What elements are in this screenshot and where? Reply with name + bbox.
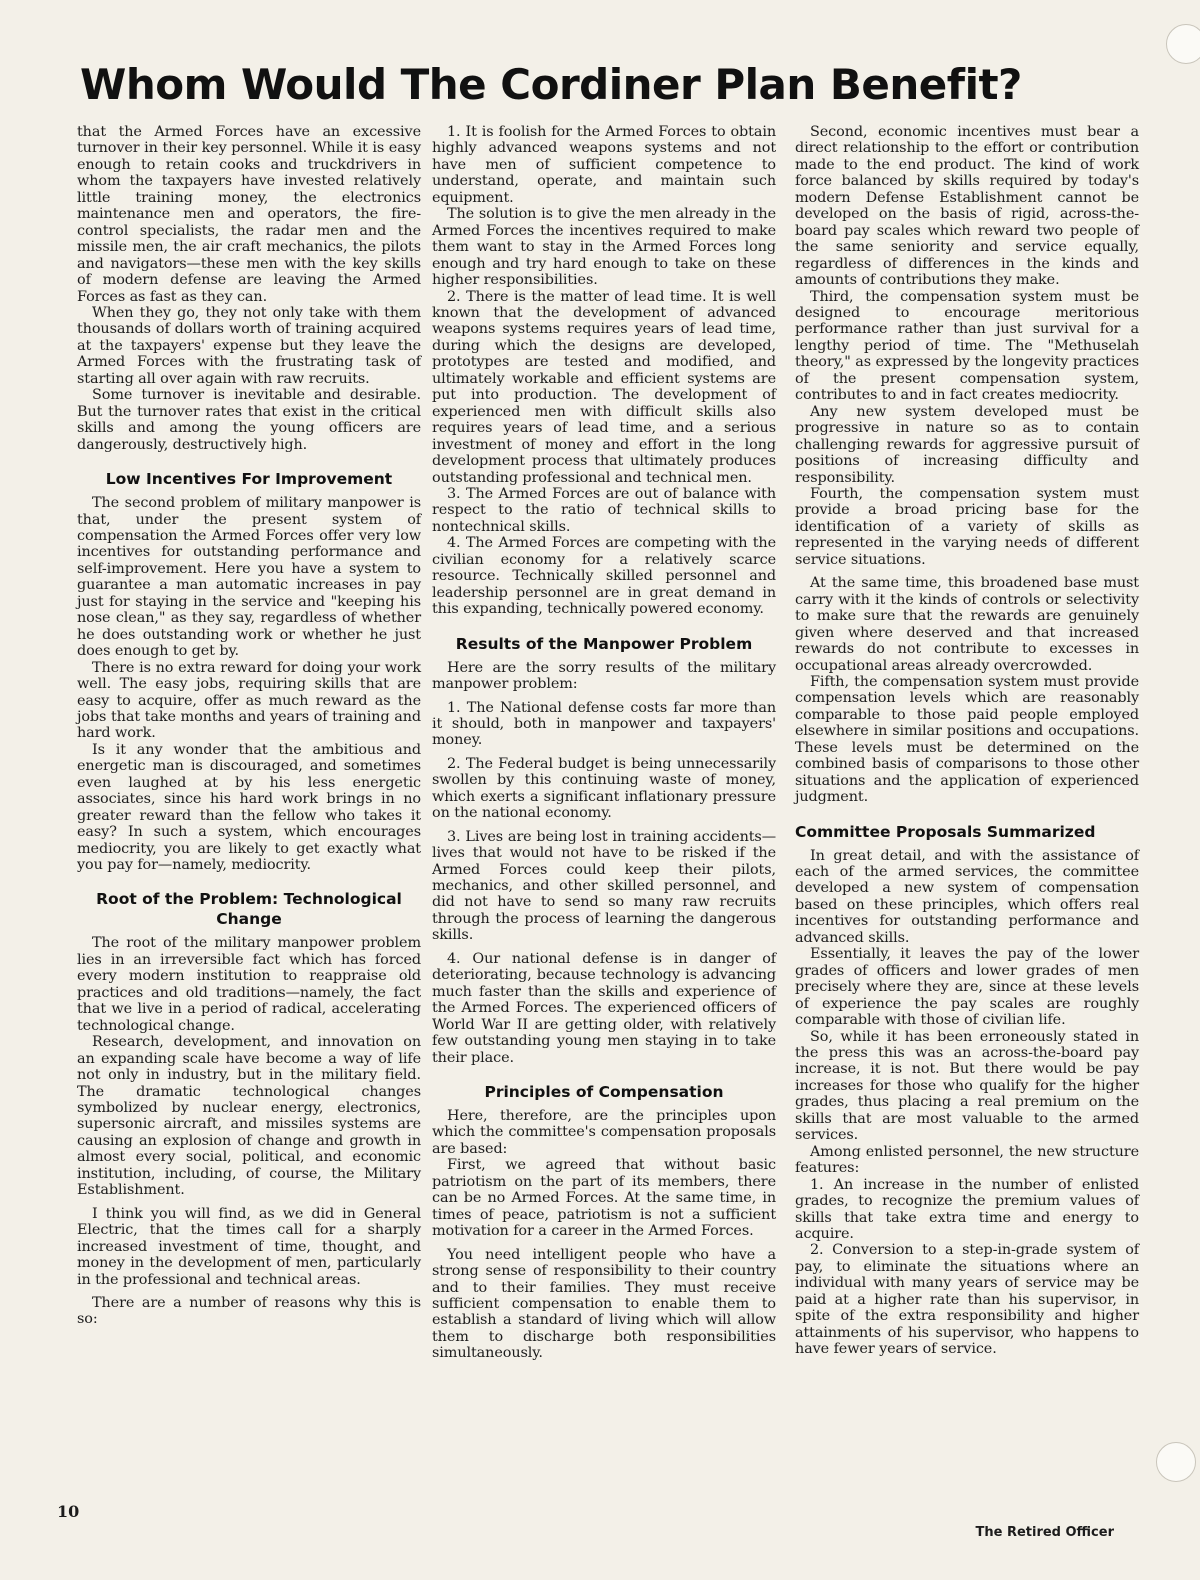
paragraph: Fourth, the compensation system must provide a broad pricing base for the identification of a variety of skills as represented in the varying needs of different service situations. — [795, 485, 1139, 568]
paragraph: Any new system developed must be progressive in nature so as to contain challenging rewards for aggressive pursuit of positions of increasing difficulty and responsibility. — [795, 403, 1139, 486]
paragraph: The solution is to give the men already in the Armed Forces the incentives required to make them want to stay in the Armed Forces long enough and try hard enough to take on these higher responsibilities. — [432, 206, 776, 289]
paragraph: 4. The Armed Forces are competing with the civilian economy for a relatively scarce resource. Technically skilled personnel and leadership personnel are in great demand in this expanding, technically powered economy. — [432, 535, 776, 618]
paragraph: 2. Conversion to a step-in-grade system of pay, to eliminate the situations where an individual with many years of service may be paid at a higher rate than his supervisor, in spite of the extra responsibility and higher attainments of his supervisor, who happens to have fewer years of service. — [795, 1242, 1139, 1358]
paragraph: Third, the compensation system must be designed to encourage meritorious performance rather than just survival for a lengthy period of time. The "Methuselah theory," as expressed by the longevity practices of the present compensation system, contributes to and in fact creates mediocrity. — [795, 288, 1139, 404]
paragraph: Some turnover is inevitable and desirable. But the turnover rates that exist in the critical skills and among the young officers are dangerously, destructively high. — [77, 387, 421, 453]
paragraph: Here are the sorry results of the military manpower problem: — [432, 659, 776, 693]
paragraph: 2. There is the matter of lead time. It is well known that the development of advanced weapons systems requires years of lead time, during which the designs are developed, prototypes are tested and modified, and ultimately workable and efficient systems are put into production. The development of experienced men with difficult skills also requires years of lead time, and a serious investment of money and effort in the long development process that ultimately produces outstanding professional and technical men. — [432, 288, 776, 486]
publication-name: The Retired Officer — [975, 1525, 1114, 1540]
paragraph: There is no extra reward for doing your work well. The easy jobs, requiring skills that are easy to acquire, offer as much reward as the jobs that take months and years of training and hard work. — [77, 659, 421, 742]
paragraph: When they go, they not only take with them thousands of dollars worth of training acquired at the taxpayers' expense but they leave the Armed Forces with the frustrating task of starting all over again with raw recruits. — [77, 304, 421, 387]
section-heading: Principles of Compensation — [484, 1083, 724, 1102]
paragraph: that the Armed Forces have an excessive turnover in their key personnel. While it is easy enough to retain cooks and truckdrivers in whom the taxpayers have invested relatively little training money, the electronics maintenance men and operators, the fire-control specialists, the radar men and the missile men, the air craft mechanics, the pilots and navigators—these men with the key skills of modern defense are leaving the Armed Forces as fast as they can. — [77, 124, 421, 305]
paragraph: The root of the military manpower problem lies in an irreversible fact which has forced every modern institution to reappraise old practices and old traditions—namely, the fact that we live in a period of radical, accelerating technological change. — [77, 935, 421, 1034]
text-column-3 — [795, 124, 1139, 1358]
paragraph: I think you will find, as we did in General Electric, that the times call for a sharply increased investment of time, thought, and money in the development of men, particularly in the professional and technical areas. — [77, 1205, 421, 1288]
section-heading: Low Incentives For Improvement — [105, 470, 393, 489]
page-number: 10 — [57, 1502, 80, 1521]
text-column-1 — [77, 124, 421, 1328]
paragraph: 1. It is foolish for the Armed Forces to obtain highly advanced weapons systems and not have men of sufficient competence to understand, operate, and maintain such equipment. — [432, 124, 776, 206]
paragraph: Second, economic incentives must bear a direct relationship to the effort or contribution made to the end product. The kind of work force balanced by skills required by today's modern Defense Establishment cannot be developed on the basis of rigid, across-the-board pay scales which reward two people of the same seniority and service equally, regardless of differences in the kinds and amounts of contributions they make. — [795, 124, 1139, 289]
paragraph: 1. An increase in the number of enlisted grades, to recognize the premium values of skills that take extra time and energy to acquire. — [795, 1176, 1139, 1242]
paragraph: 4. Our national defense is in danger of deteriorating, because technology is advancing much faster than the skills and experience of the Armed Forces. The experienced officers of World War II are getting older, with relatively few outstanding young men staying in to take their place. — [432, 950, 776, 1066]
paragraph: Essentially, it leaves the pay of the lower grades of officers and lower grades of men precisely where they are, since at these levels of experience the pay scales are roughly comparable with those of civilian life. — [795, 946, 1139, 1029]
paragraph: 3. The Armed Forces are out of balance with respect to the ratio of technical skills to nontechnical skills. — [432, 485, 776, 535]
paragraph: First, we agreed that without basic patriotism on the part of its members, there can be no Armed Forces. At the same time, in times of peace, patriotism is not a sufficient motivation for a career in the Armed Forces. — [432, 1157, 776, 1240]
paragraph: Among enlisted personnel, the new structure features: — [795, 1143, 1139, 1177]
punch-hole — [1166, 24, 1200, 64]
paragraph: The second problem of military manpower is that, under the present system of compensation the Armed Forces offer very low incentives for outstanding performance and self-improvement. Here you have a system to guarantee a man automatic increases in pay just for staying in the service and "keeping his nose clean," as they say, regardless of whether he does outstanding work or whether he just does enough to get by. — [77, 495, 421, 660]
paragraph: There are a number of reasons why this is so: — [77, 1295, 421, 1328]
paragraph: 1. The National defense costs far more than it should, both in manpower and taxpayers' money. — [432, 699, 776, 749]
paragraph: 2. The Federal budget is being unnecessarily swollen by this continuing waste of money, which exerts a significant inflationary pressure on the national economy. — [432, 755, 776, 822]
paragraph: You need intelligent people who have a strong sense of responsibility to their country and to their families. They must receive sufficient compensation to enable them to establish a standard of living which will allow them to discharge both responsibilities simultaneously. — [432, 1246, 776, 1362]
paragraph: In great detail, and with the assistance of each of the armed services, the committee developed a new system of compensation based on these principles, which offers real incentives for outstanding performance and advanced skills. — [795, 847, 1139, 946]
paragraph: So, while it has been erroneously stated in the press this was an across-the-board pay increase, it is not. But there would be pay increases for those who qualify for the higher grades, thus placing a real premium on the skills that are most valuable to the armed services. — [795, 1028, 1139, 1144]
paragraph: 3. Lives are being lost in training accidents—lives that would not have to be risked if the Armed Forces could keep their pilots, mechanics, and other skilled personnel, and did not have to send so many raw recruits through the process of learning the dangerous skills. — [432, 828, 776, 944]
section-heading: Results of the Manpower Problem — [455, 634, 753, 653]
section-heading: Committee Proposals Summarized — [795, 822, 1096, 841]
paragraph: At the same time, this broadened base must carry with it the kinds of controls or selectivity to make sure that the rewards are genuinely given where deserved and that increased rewards do not contribute to excesses in occupational areas already overcrowded. — [795, 575, 1139, 674]
paragraph: Is it any wonder that the ambitious and energetic man is discouraged, and sometimes even laughed at by his less energetic associates, since his hard work brings in no greater reward than the fellow who takes it easy? In such a system, which encourages mediocrity, you are likely to get exactly what you pay for—namely, mediocrity. — [77, 741, 421, 874]
text-column-2 — [432, 124, 776, 1362]
paragraph: Fifth, the compensation system must provide compensation levels which are reasonably comparable to those paid people employed elsewhere in similar positions and occupations. These levels must be determined on the combined basis of comparisons to those other situations and the application of experienced judgment. — [795, 673, 1139, 806]
paragraph: Here, therefore, are the principles upon which the committee's compensation proposals are based: — [432, 1108, 776, 1157]
paragraph: Research, development, and innovation on an expanding scale have become a way of life not only in industry, but in the military field. The dramatic technological changes symbolized by nuclear energy, electronics, supersonic aircraft, and missiles systems are causing an explosion of change and growth in almost every social, political, and economic institution, including, of course, the Military Establishment. — [77, 1034, 421, 1199]
section-heading: Root of the Problem: Technological Change — [96, 890, 402, 929]
punch-hole — [1156, 1442, 1196, 1482]
article-title: Whom Would The Cordiner Plan Benefit? — [80, 60, 1022, 109]
